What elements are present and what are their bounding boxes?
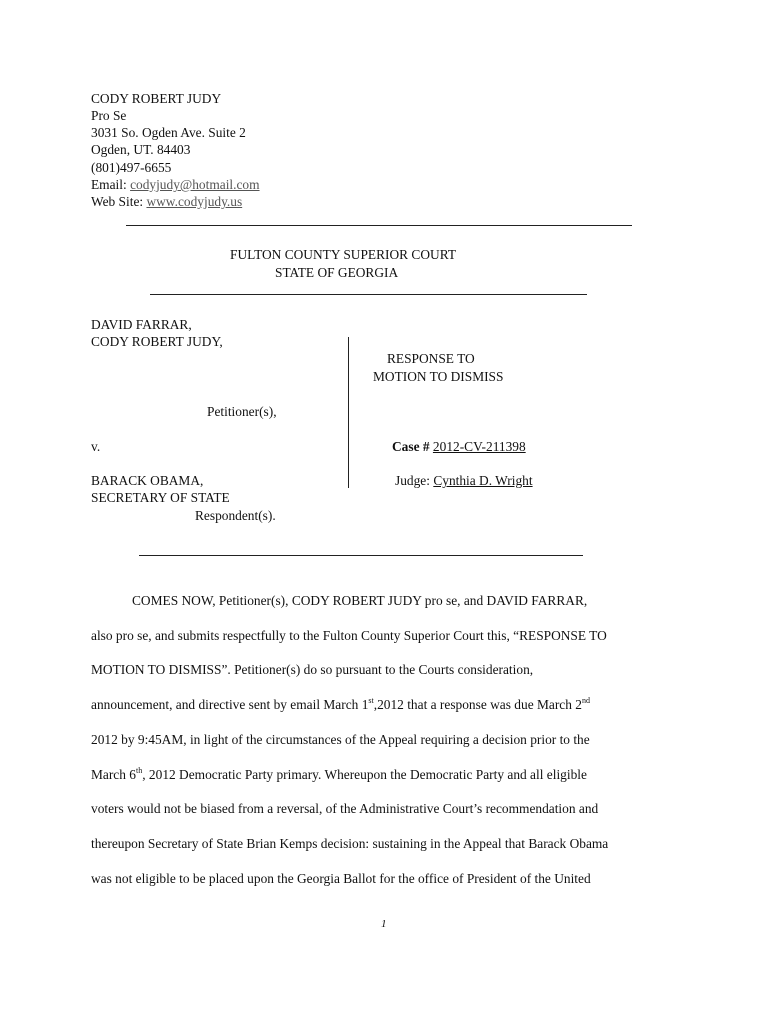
respondent-label: Respondent(s).	[195, 508, 276, 523]
ordinal-sup-3: th	[136, 766, 143, 775]
body-line-7: voters would not be biased from a reversal, of the Administrative Court’s recommendation and	[91, 801, 599, 816]
case-number-line	[392, 438, 526, 455]
body-line-4	[91, 696, 590, 713]
respondent-2: SECRETARY OF STATE	[91, 490, 230, 505]
header-divider	[126, 225, 632, 226]
court-divider	[150, 294, 587, 295]
judge-line	[395, 472, 533, 489]
website-link[interactable]: www.codyjudy.us	[146, 194, 243, 209]
email-link[interactable]: codyjudy@hotmail.com	[130, 177, 260, 192]
email-line	[91, 176, 260, 193]
address-line-2: Ogden, UT. 84403	[91, 142, 191, 157]
website-label: Web Site:	[91, 194, 147, 209]
respondent-1: BARACK OBAMA,	[91, 473, 204, 488]
doc-title-line-1: RESPONSE TO	[387, 351, 475, 366]
body-line-9: was not eligible to be placed upon the Georgia Ballot for the office of President of the United	[91, 871, 591, 886]
website-line	[91, 193, 242, 210]
body-line-4-b: ,2012 that a response was due March 2	[373, 697, 582, 712]
caption-divider	[348, 337, 349, 488]
judge-name: Cynthia D. Wright	[433, 473, 533, 488]
ordinal-sup-1: st	[368, 696, 374, 705]
address-line-1: 3031 So. Ogden Ave. Suite 2	[91, 125, 246, 140]
body-line-1: COMES NOW, Petitioner(s), CODY ROBERT JUDY pro se, and DAVID FARRAR,	[132, 593, 588, 608]
body-line-2: also pro se, and submits respectfully to the Fulton County Superior Court this, “RESPONSE TO	[91, 628, 607, 643]
body-line-6-a: March 6	[91, 767, 136, 782]
case-number: 2012-CV-211398	[432, 439, 526, 454]
court-state: STATE OF GEORGIA	[275, 265, 399, 280]
judge-label: Judge:	[395, 473, 434, 488]
email-label: Email:	[91, 177, 131, 192]
caption-bottom-divider	[139, 555, 583, 556]
body-line-6	[91, 766, 587, 783]
doc-title-line-2: MOTION TO DISMISS	[373, 369, 504, 384]
body-line-8: thereupon Secretary of State Brian Kemps decision: sustaining in the Appeal that Barack Obama	[91, 836, 609, 851]
phone-number: (801)497-6655	[91, 160, 172, 175]
body-line-4-a: announcement, and directive sent by email March 1	[91, 697, 369, 712]
case-label: Case #	[392, 439, 433, 454]
versus: v.	[91, 439, 101, 454]
ordinal-sup-2: nd	[581, 696, 590, 705]
body-line-6-b: , 2012 Democratic Party primary. Whereupon the Democratic Party and all eligible	[142, 767, 587, 782]
attorney-role: Pro Se	[91, 108, 127, 123]
body-line-5: 2012 by 9:45AM, in light of the circumstances of the Appeal requiring a decision prior to the	[91, 732, 590, 747]
attorney-name: CODY ROBERT JUDY	[91, 91, 222, 106]
body-line-3: MOTION TO DISMISS”. Petitioner(s) do so pursuant to the Courts consideration,	[91, 662, 534, 677]
petitioner-1: DAVID FARRAR,	[91, 317, 192, 332]
page-number: 1	[381, 918, 387, 930]
court-name: FULTON COUNTY SUPERIOR COURT	[230, 247, 456, 262]
petitioner-2: CODY ROBERT JUDY,	[91, 334, 223, 349]
petitioner-label: Petitioner(s),	[207, 404, 277, 419]
